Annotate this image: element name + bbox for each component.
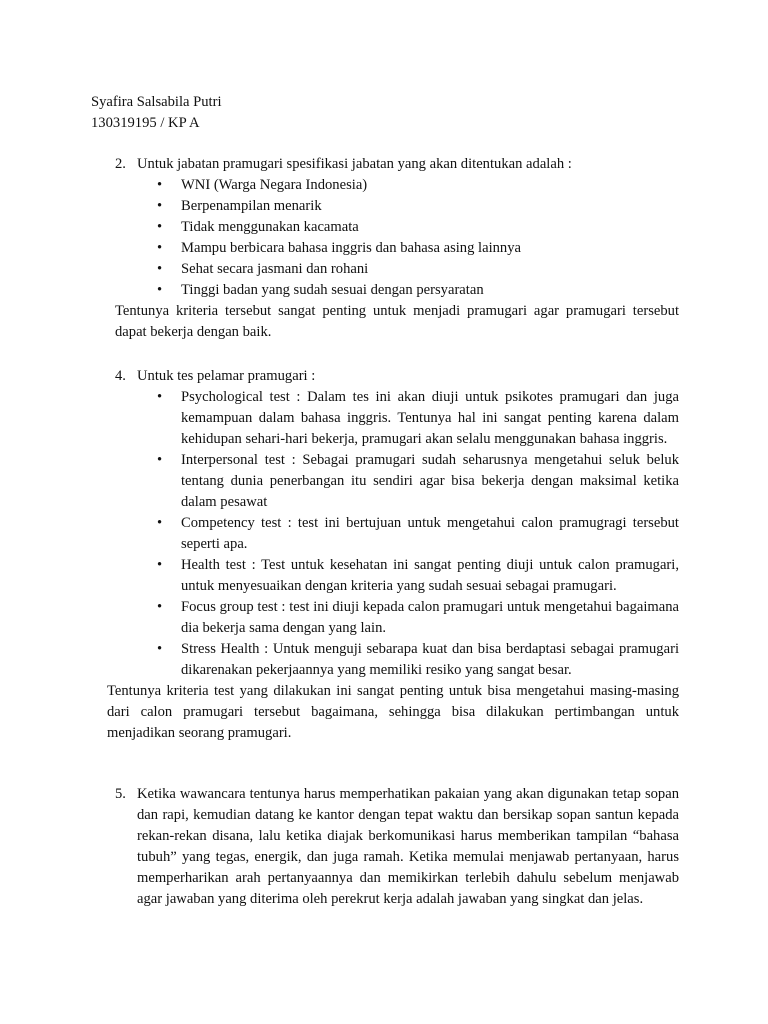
section-4-heading-line [91, 366, 679, 387]
list-item [91, 387, 679, 450]
list-item-text: Focus group test : test ini diuji kepada calon pramugari untuk mengetahui bagaimana dia bekerja sama dengan yang lain. [181, 599, 679, 636]
section-2-list [91, 175, 679, 301]
section-5-number: 5. [115, 786, 126, 802]
list-item [91, 259, 679, 280]
bullet-icon: • [157, 515, 163, 531]
section-2-heading-line [91, 154, 679, 175]
list-item [91, 639, 679, 681]
section-5-text: Ketika wawancara tentunya harus memperhatikan pakaian yang akan digunakan tetap sopan dan rapi, kemudian datang ke kantor dengan tepat waktu dan bersikap sopan santun kepada rekan-rekan disana, lalu ketika diajak berkomunikasi harus memberikan tampilan “bahasa tubuh” yang tegas, energik, dan juga ramah. Ketika memulai menjawab pertanyaan, harus memperharikan arah pertanyaannya dan memikirkan terlebih dahulu sebelum menjawab agar jawaban yang diterima oleh perekrut kerja adalah jawaban yang singkat dan jelas. [137, 786, 679, 907]
bullet-icon: • [157, 557, 163, 573]
bullet-icon: • [157, 198, 163, 214]
section-2-number: 2. [115, 156, 126, 172]
bullet-icon: • [157, 389, 163, 405]
list-item [91, 597, 679, 639]
list-item-text: Sehat secara jasmani dan rohani [181, 261, 369, 277]
list-item-text: Mampu berbicara bahasa inggris dan bahasa asing lainnya [181, 240, 521, 256]
list-item [91, 196, 679, 217]
bullet-icon: • [157, 177, 163, 193]
section-4 [91, 366, 679, 744]
list-item-text: Health test : Test untuk kesehatan ini sangat penting diuji untuk calon pramugari, untuk menyesuaikan dengan kriteria yang sudah sesuai sebagai pramugari. [181, 557, 679, 594]
list-item [91, 238, 679, 259]
author-id-class: 130319195 / KP A [91, 115, 200, 131]
list-item-text: Interpersonal test : Sebagai pramugari sudah seharusnya mengetahui seluk beluk tentang dunia penerbangan itu sendiri agar bisa bekerja dengan maksimal ketika dalam pesawat [181, 452, 679, 510]
list-item [91, 513, 679, 555]
list-item [91, 450, 679, 513]
section-4-heading: Untuk tes pelamar pramugari : [137, 368, 316, 384]
bullet-icon: • [157, 261, 163, 277]
list-item-text: Tinggi badan yang sudah sesuai dengan persyaratan [181, 282, 484, 298]
section-2-heading: Untuk jabatan pramugari spesifikasi jabatan yang akan ditentukan adalah : [137, 156, 572, 172]
bullet-icon: • [157, 599, 163, 615]
bullet-icon: • [157, 452, 163, 468]
list-item [91, 217, 679, 238]
list-item-text: WNI (Warga Negara Indonesia) [181, 177, 368, 193]
section-4-number: 4. [115, 368, 126, 384]
list-item-text: Tidak menggunakan kacamata [181, 219, 359, 235]
list-item-text: Berpenampilan menarik [181, 198, 322, 214]
list-item [91, 555, 679, 597]
bullet-icon: • [157, 240, 163, 256]
list-item [91, 175, 679, 196]
bullet-icon: • [157, 641, 163, 657]
section-5-paragraph-line [91, 784, 679, 910]
list-item-text: Competency test : test ini bertujuan untuk mengetahui calon pramugragi tersebut seperti apa. [181, 515, 679, 552]
section-4-list [91, 387, 679, 681]
list-item-text: Psychological test : Dalam tes ini akan diuji untuk psikotes pramugari dan juga kemampuan dalam bahasa inggris. Tentunya hal ini sangat penting karena dalam kehidupan sehari-hari bekerja, pramugari akan selalu menggunakan bahasa inggris. [181, 389, 679, 447]
list-item [91, 280, 679, 301]
bullet-icon: • [157, 282, 163, 298]
author-block [91, 92, 222, 134]
section-4-closing: Tentunya kriteria test yang dilakukan ini sangat penting untuk bisa mengetahui masing-masing dari calon pramugari tersebut bagaimana, sehingga bisa dilakukan pertimbangan untuk menjadikan seorang pramugari. [107, 683, 679, 741]
section-2-closing: Tentunya kriteria tersebut sangat penting untuk menjadi pramugari agar pramugari tersebut dapat bekerja dengan baik. [115, 303, 679, 340]
author-name: Syafira Salsabila Putri [91, 94, 222, 110]
section-5 [91, 784, 679, 910]
list-item-text: Stress Health : Untuk menguji sebarapa kuat dan bisa berdaptasi sebagai pramugari dikarenakan pekerjaannya yang memiliki resiko yang sangat besar. [181, 641, 679, 678]
section-2 [91, 154, 679, 343]
bullet-icon: • [157, 219, 163, 235]
